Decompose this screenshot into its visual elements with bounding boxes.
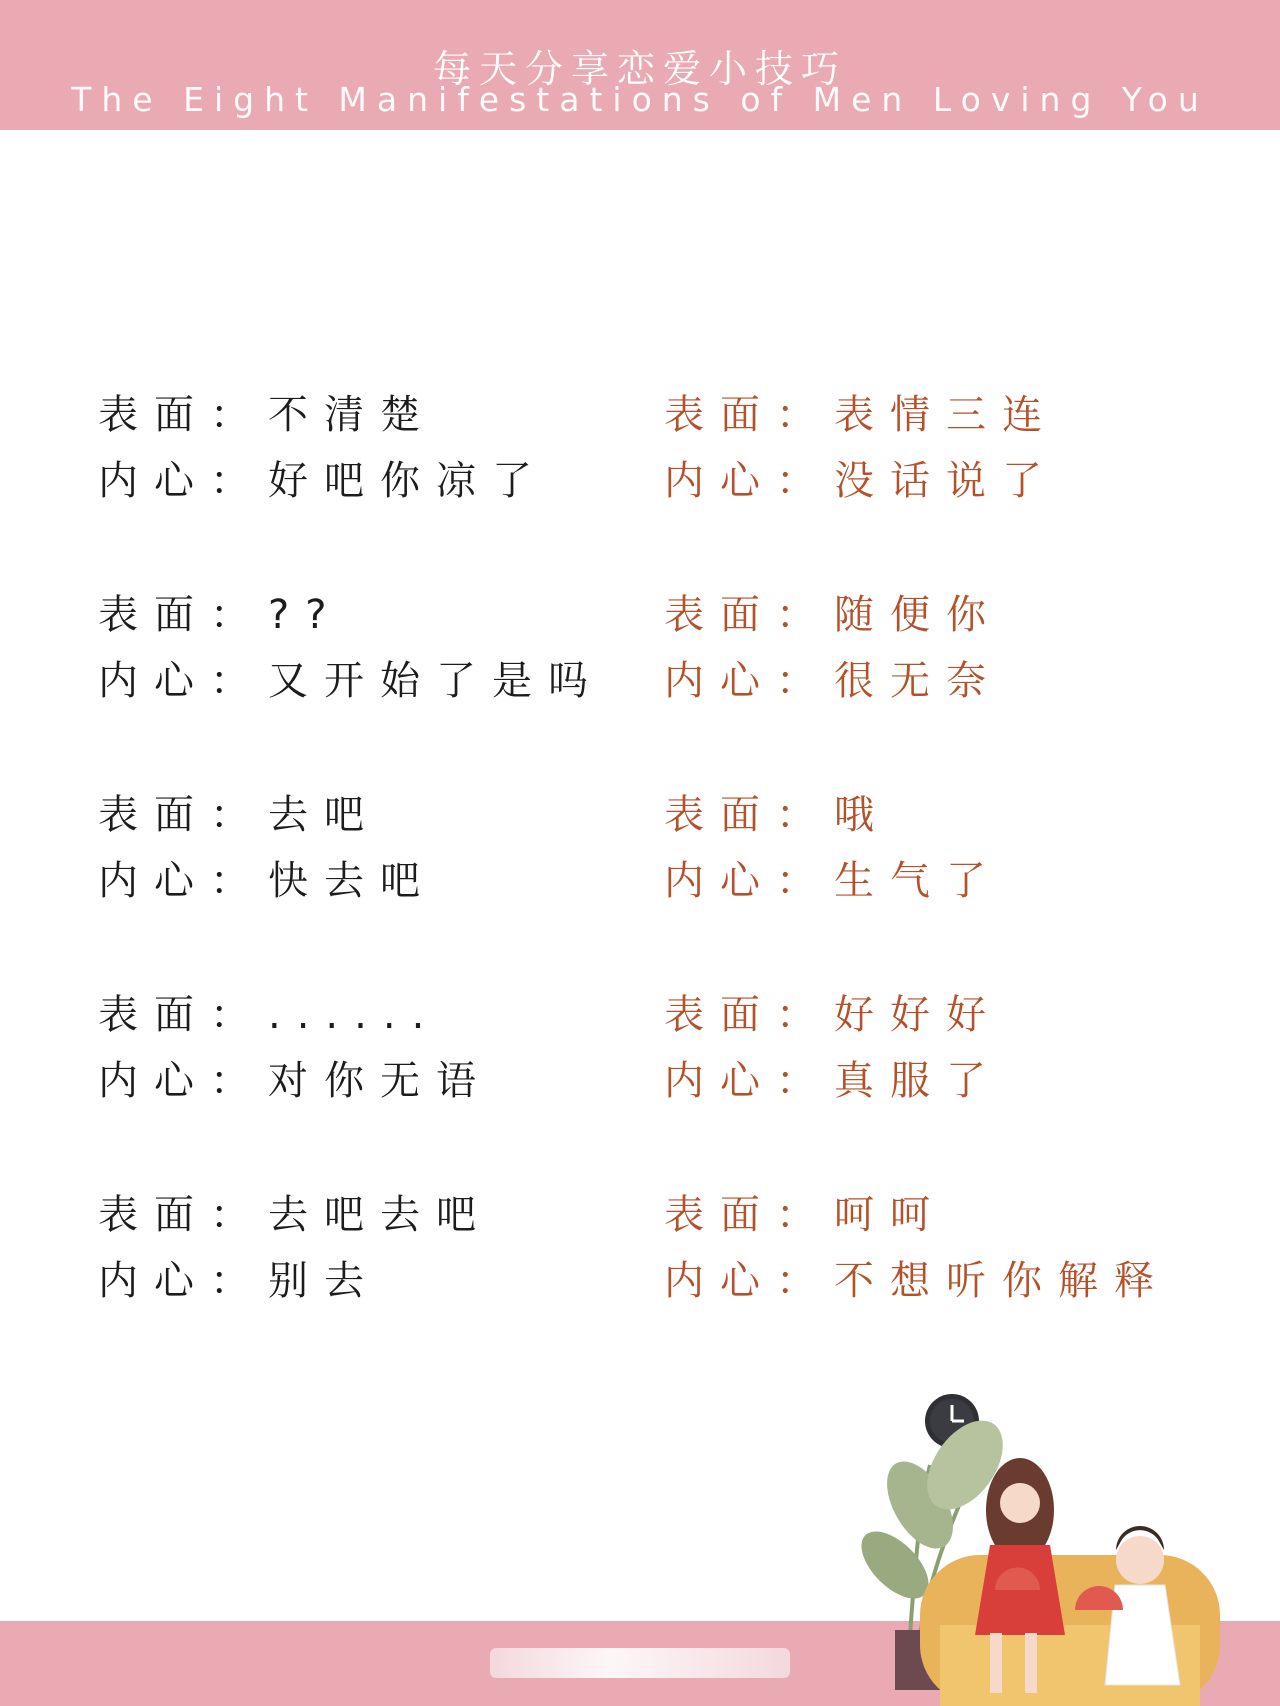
inner-value: 很无奈 [834, 658, 1002, 704]
surface-value: 好好好 [834, 992, 1002, 1038]
surface-label: 表面： [98, 792, 266, 838]
surface-label: 表面： [98, 392, 266, 438]
pair-item [0, 783, 1280, 923]
inner-value: 快去吧 [268, 858, 436, 904]
watermark [490, 1648, 790, 1678]
left-inner-row [98, 849, 436, 904]
surface-value: 呵呵 [834, 1192, 946, 1238]
inner-value: 好吧你凉了 [268, 458, 548, 504]
pair-item [0, 983, 1280, 1123]
surface-label: 表面： [98, 992, 266, 1038]
header-subtitle: The Eight Manifestations of Men Loving You [71, 80, 1209, 119]
inner-label: 内心： [664, 658, 832, 704]
surface-value: 去吧去吧 [268, 1192, 492, 1238]
surface-value: 哦 [834, 792, 890, 838]
right-inner-row [664, 1249, 1170, 1304]
surface-label: 表面： [664, 392, 832, 438]
inner-label: 内心： [98, 858, 266, 904]
pair-item [0, 583, 1280, 723]
inner-label: 内心： [664, 858, 832, 904]
inner-value: 真服了 [834, 1058, 1002, 1104]
surface-value: 随便你 [834, 592, 1002, 638]
right-inner-row [664, 1049, 1002, 1104]
inner-value: 生气了 [834, 858, 1002, 904]
pair-item [0, 383, 1280, 523]
left-surface-row [98, 383, 436, 438]
pair-item [0, 1183, 1280, 1323]
surface-label: 表面： [98, 592, 266, 638]
inner-value: 又开始了是吗 [268, 658, 604, 704]
surface-value: 表情三连 [834, 392, 1058, 438]
inner-value: 不想听你解释 [834, 1258, 1170, 1304]
left-inner-row [98, 1049, 492, 1104]
right-surface-row [664, 983, 1002, 1038]
right-surface-row [664, 383, 1058, 438]
inner-label: 内心： [98, 1058, 266, 1104]
left-inner-row [98, 449, 548, 504]
surface-label: 表面： [664, 992, 832, 1038]
surface-value: ...... [268, 992, 441, 1038]
surface-label: 表面： [664, 792, 832, 838]
inner-label: 内心： [98, 1258, 266, 1304]
left-inner-row [98, 1249, 380, 1304]
right-surface-row [664, 583, 1002, 638]
surface-value: ?? [268, 592, 343, 638]
right-surface-row [664, 1183, 946, 1238]
inner-value: 对你无语 [268, 1058, 492, 1104]
right-inner-row [664, 449, 1058, 504]
right-surface-row [664, 783, 890, 838]
surface-value: 不清楚 [268, 392, 436, 438]
left-surface-row [98, 783, 380, 838]
left-surface-row [98, 1183, 492, 1238]
surface-value: 去吧 [268, 792, 380, 838]
left-surface-row [98, 983, 441, 1038]
right-inner-row [664, 849, 1002, 904]
left-surface-row [98, 583, 343, 638]
inner-label: 内心： [664, 458, 832, 504]
inner-value: 没话说了 [834, 458, 1058, 504]
inner-label: 内心： [98, 658, 266, 704]
surface-label: 表面： [98, 1192, 266, 1238]
surface-label: 表面： [664, 1192, 832, 1238]
surface-label: 表面： [664, 592, 832, 638]
header-title: 每天分享恋爱小技巧 [432, 47, 847, 91]
right-inner-row [664, 649, 1002, 704]
inner-label: 内心： [98, 458, 266, 504]
couple-sofa-illustration [860, 1385, 1280, 1706]
inner-value: 别去 [268, 1258, 380, 1304]
left-inner-row [98, 649, 604, 704]
inner-label: 内心： [664, 1058, 832, 1104]
inner-label: 内心： [664, 1258, 832, 1304]
header-banner [0, 0, 1280, 130]
